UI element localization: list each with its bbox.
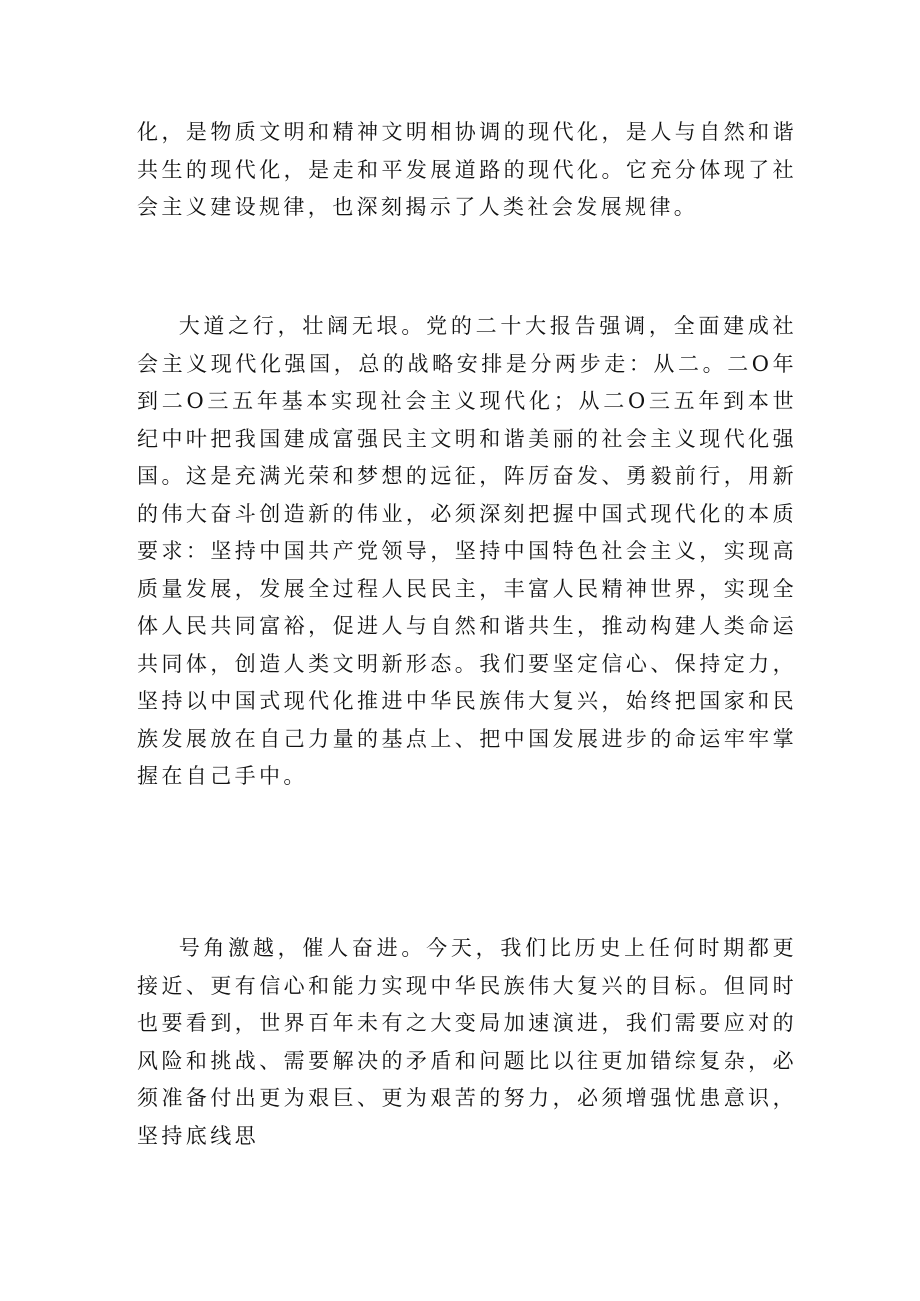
- paragraph-3: 号角激越，催人奋进。今天，我们比历史上任何时期都更接近、更有信心和能力实现中华民族伟大复兴的目标。但同时也要看到，世界百年未有之大变局加速演进，我们需要应对的风险和挑战、需要解决的矛盾和问题比以往更加错综复杂，必须准备付出更为艰巨、更为艰苦的努力，必须增强忧患意识，坚持底线思: [137, 936, 797, 1148]
- paragraph-2: 大道之行，壮阔无垠。党的二十大报告强调，全面建成社会主义现代化强国，总的战略安排是分两步走：从二。二O年到二O三五年基本实现社会主义现代化；从二O三五年到本世纪中叶把我国建成富强民主文明和谐美丽的社会主义现代化强国。这是充满光荣和梦想的远征，阵厉奋发、勇毅前行，用新的伟大奋斗创造新的伟业，必须深刻把握中国式现代化的本质要求：坚持中国共产党领导，坚持中国特色社会主义，实现高质量发展，发展全过程人民民主，丰富人民精神世界，实现全体人民共同富裕，促进人与自然和谐共生，推动构建人类命运共同体，创造人类文明新形态。我们要坚定信心、保持定力，坚持以中国式现代化推进中华民族伟大复兴，始终把国家和民族发展放在自己力量的基点上、把中国发展进步的命运牢牢掌握在自己手中。: [137, 314, 797, 788]
- paragraph-1: 化，是物质文明和精神文明相协调的现代化，是人与自然和谐共生的现代化，是走和平发展道路的现代化。它充分体现了社会主义建设规律，也深刻揭示了人类社会发展规律。: [137, 120, 797, 219]
